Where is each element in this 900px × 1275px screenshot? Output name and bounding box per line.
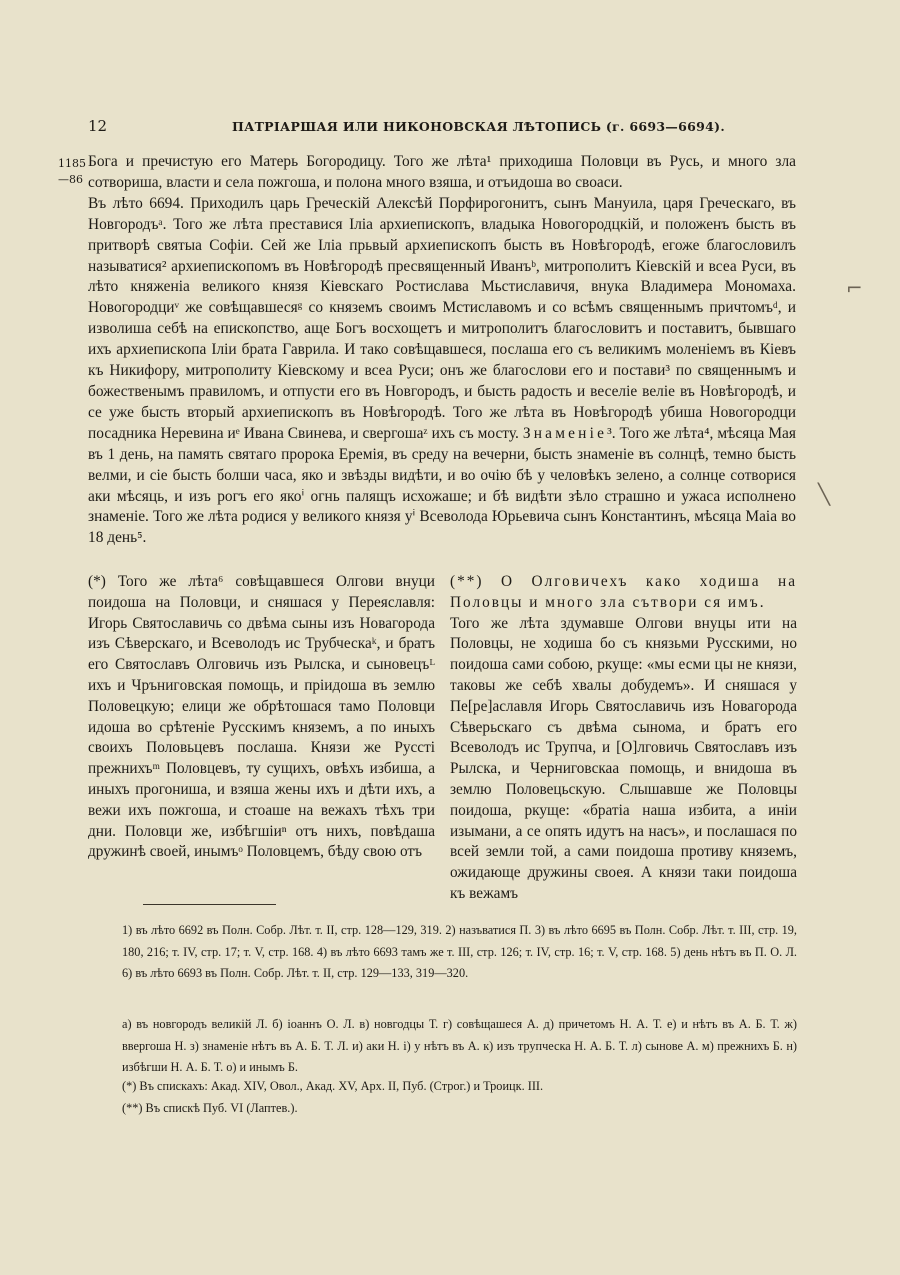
footnote-divider xyxy=(143,904,276,905)
page-number: 12 xyxy=(88,117,108,135)
right-column-text: Того же лѣта здумавше Олгови внуцы ити на Половцы, не ходиша бо съ князьми Русскими, но поидоша сами собою, ркуще: «мы есми цы не князи, таковы же себѣ хвалы добудемъ». И сняшася у Пе[ре]аславля Игорь Святославичь изъ Новагорода Сѣверьскагo съ двѣма сынома, и братъ его Всеволодъ ис Трупча, и [О]лговичь Святославъ изъ Рылска, и Черниговскаа помощь, и внидоша въ землю Половецьскую. Слышавше же Половцы поидоша, ркуще: «братіа наша избита, а иніи изымани, а се опять идутъ на насъ», и послашася по всей земли той, а сами поидоша противу княземъ, ожидающе дружины своея. А князи таки поидоша къ вежамъ xyxy=(450,614,797,902)
znamenie-word: Знаменіе xyxy=(522,424,608,442)
left-column-text: (*) Того же лѣта⁶ совѣщавшеся Олгови внуци поидоша на Половци, и сняшася у Переяславля: Игорь Святославичь со двѣма сыны изъ Новагорода изъ Сѣверскаго, и Всеволодъ ис Трубческаᵏ, и братъ его Святославъ Олговичь изъ Рылска, и сыновецъᴸ ихъ и Чрънигoвская помощь, и пріидоша въ землю Половецкую; елици же обрѣтошася тамо Половци идоша во срѣтеніе Русскимъ княземъ, а по иныхъ своихъ Половьцевъ послаша. Князи же Руссті прежнихъᵐ Половцевъ, ту сущихъ, овѣхъ избиша, а иныхъ прогониша, и взяша жены ихъ и дѣти ихъ, а вежи ихъ пожгоша, и стоаше на вежахъ тѣхъ три дни. Половци же, избѣгшіиⁿ отъ нихъ, повѣдаша дружинѣ своей, инымъᵒ Половцемъ, бѣду свою отъ xyxy=(88,573,435,861)
footnote-star-1: (*) Въ спискахъ: Акад. XIV, Овол., Акад. XV, Арх. II, Пуб. (Строг.) и Троицк. III. xyxy=(122,1079,544,1093)
margin-year-bottom: —86 xyxy=(58,173,83,186)
right-column-heading: (**) О Олговичехъ како ходиша на Половцы и много зла сътвори ся имъ. xyxy=(450,573,797,611)
paragraph-2-continuation: ³. Того же лѣта⁴, мѣсяца Мая въ 1 день, на память святаго пророка Еремія, въ среду на вечерни, бысть знаменіе въ солнцѣ, темно бысть велми, и сіе бысть болши часа, яко и звѣзды видѣти, и во очію бѣ у человѣкъ зелено, а солнце сотворися аки мѣсяць, и изъ рогъ его якоⁱ огнь палящъ исхожаше; и бѣ видѣти зѣло страшно и ужаса исполнено знаменіе. Того же лѣта родися у великого князя уⁱ Всеволода Юрьевича сынъ Константинъ, мѣсяца Маіа во 18 день⁵. xyxy=(88,424,796,547)
margin-pencil-mark-2: ╲ xyxy=(818,482,831,506)
footnotes-sources xyxy=(122,1076,797,1119)
left-column xyxy=(88,572,435,863)
footnotes-lettered-text: а) въ новгородъ великій Л. б) іоаннъ О. Л. в) новгодцы Т. г) совѣщашеся А. д) причетомъ Н. А. Т. е) и нѣтъ въ А. Б. Т. ж) ввергоша Н. з) знаменіе нѣтъ въ А. Б. Т. Л. и) аки Н. і) у нѣтъ въ А. к) изъ трупческа Н. А. Б. Т. л) сынове А. м) прежнихъ Б. н) избѣгши Н. А. Б. Т. о) и инымъ Б. xyxy=(122,1017,797,1075)
main-text xyxy=(88,152,796,549)
right-column xyxy=(450,572,797,905)
running-title: ПАТРІАРШАЯ ИЛИ НИКОНОВСКАЯ ЛѢТОПИСЬ (г. 6693—6694). xyxy=(232,119,725,134)
footnotes-numbered-text: 1) въ лѣто 6692 въ Полн. Собр. Лѣт. т. II, стр. 128—129, 319. 2) назъватися П. 3) въ лѣто 6695 въ Полн. Собр. Лѣт. т. III, стр. 19, 180, 216; т. IV, стр. 17; т. V, стр. 168. 4) въ лѣто 6693 тамъ же т. III, стр. 126; т. IV, стр. 16; т. V, стр. 168. 5) день нѣтъ въ П. О. Л. 6) въ лѣто 6693 въ Полн. Собр. Лѣт. т. II, стр. 129—133, 319—320. xyxy=(122,923,797,981)
margin-pencil-mark-1: ⌐ xyxy=(846,276,863,300)
footnotes-lettered xyxy=(122,1014,797,1079)
footnotes-numbered xyxy=(122,920,797,985)
footnote-star-2: (**) Въ спискѣ Пуб. VI (Лаптев.). xyxy=(122,1100,298,1115)
paragraph-2-text: Въ лѣто 6694. Приходилъ царь Греческій Алексѣй Порфирогонитъ, сынъ Мануила, царя Греческаго, въ Новгородъᵃ. Того же лѣта преставися Іліа архиепископъ, владыка Новогородцкій, и положенъ бысть въ притворѣ святыа Софіи. Сей же Іліа прьвый архиепископъ бысть въ Новѣгородѣ, егоже благословилъ называтися² архиепископомъ въ Новѣгородѣ пресвященный Иванъᵇ, митрополитъ Кіевскій и всеа Руси, въ лѣто княженіа великого князя Кіевскаго Ростислава Мьстиславичя, внука Владимера Мономаха. Новогородциᵛ же совѣщавшесяᵍ со княземъ своимъ Мстиславомъ и со всѣмъ священнымъ причтомъᵈ, и изволиша себѣ на епископство, аще Богъ восхощетъ и митрополитъ благословитъ и поставитъ, бывшаго ихъ архиепископа Іліи брата Гаврила. И тако совѣщавшеся, послаша его съ великимъ моленіемъ въ Кіевъ къ Никифору, митрополиту Кіевскому и всеа Руси; онъ же благослови его и постави³ по священнымъ и божественымъ правиломъ, и отпусти его въ Новгородъ, и бысть радость и веселіе веліе въ Новѣгородѣ, и се уже бысть вторый архиепископъ въ Новѣгородѣ. Того же лѣта въ Новѣгородѣ убиша Новогородци посадника Неревина иᵉ Ивана Свинева, и свергошаᶻ ихъ съ мосту. xyxy=(88,194,796,442)
paragraph-1: Бога и пречистую его Матерь Богородицу. Того же лѣта¹ приходиша Половци въ Русь, и много зла сотвориша, власти и села пожгоша, и полона много взяша, и отъидоша во своаси. xyxy=(88,153,796,191)
paragraph-2 xyxy=(88,194,796,549)
margin-year-top: 1185 xyxy=(58,157,86,170)
